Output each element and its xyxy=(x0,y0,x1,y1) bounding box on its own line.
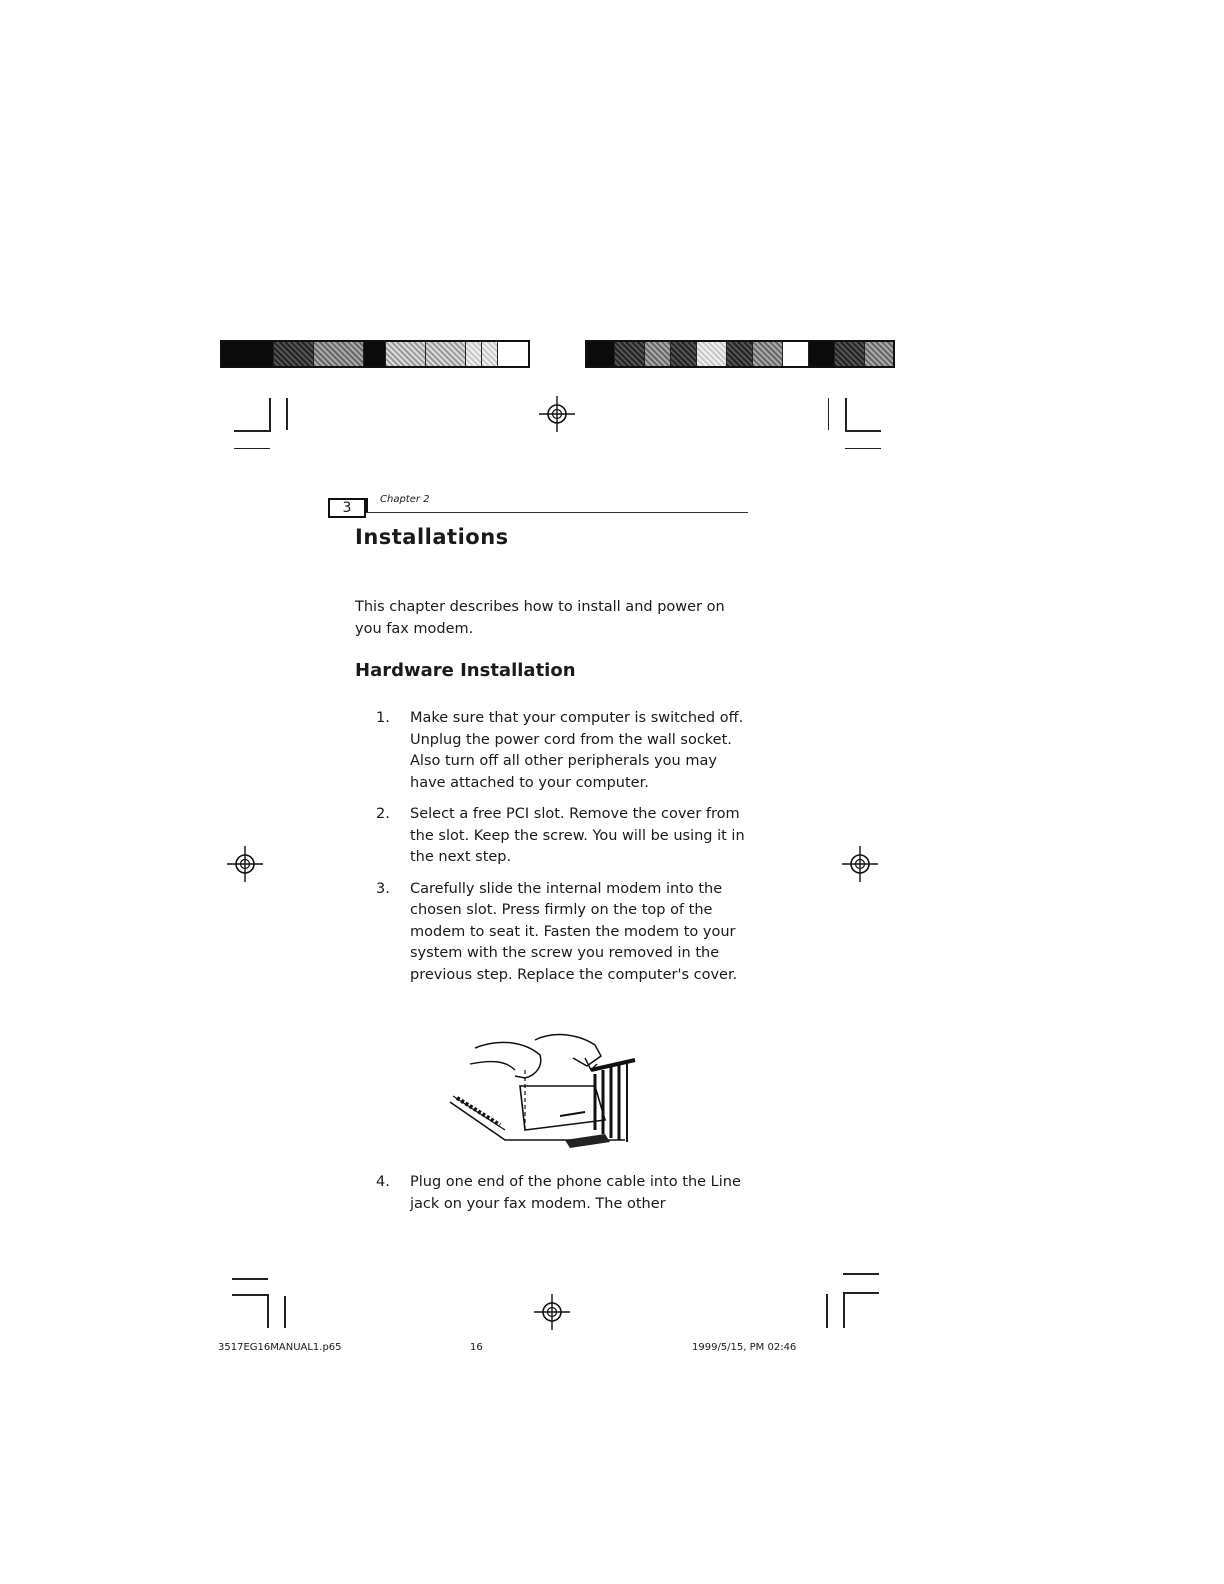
chapter-tick xyxy=(366,498,368,512)
page-title: Installations xyxy=(355,525,509,549)
list-item xyxy=(376,1172,746,1215)
step-number: 1. xyxy=(376,710,390,726)
chapter-number-box: 3 xyxy=(328,498,366,518)
section-title: Hardware Installation xyxy=(355,660,576,681)
color-bar-right xyxy=(585,340,895,368)
step-number: 2. xyxy=(376,806,390,822)
step-text: Select a free PCI slot. Remove the cover from the slot. Keep the screw. You will be using it in the next step. xyxy=(410,806,745,865)
step-list xyxy=(376,708,746,996)
footer-page-number: 16 xyxy=(470,1342,483,1353)
intro-paragraph: This chapter describes how to install and power on you fax modem. xyxy=(355,599,725,637)
list-item xyxy=(376,804,746,869)
registration-target-icon xyxy=(537,394,577,434)
step-number: 3. xyxy=(376,880,390,897)
chapter-rule xyxy=(366,512,748,513)
registration-target-icon xyxy=(225,844,265,884)
list-item xyxy=(376,708,746,794)
color-bar-left xyxy=(220,340,530,368)
step-text: Plug one end of the phone cable into the Line jack on your fax modem. The other xyxy=(410,1174,741,1212)
step-text: Carefully slide the internal modem into the chosen slot. Press firmly on the top of the modem to seat it. Fasten the modem to your system with the screw you removed in the previous step. Replace the computer's cover. xyxy=(410,880,738,983)
modem-install-illustration xyxy=(445,1030,645,1155)
registration-target-icon xyxy=(840,844,880,884)
registration-target-icon xyxy=(532,1292,572,1332)
footer-timestamp: 1999/5/15, PM 02:46 xyxy=(692,1342,797,1353)
list-item xyxy=(376,879,746,987)
step-number: 4. xyxy=(376,1174,390,1190)
chapter-label: Chapter 2 xyxy=(380,494,430,505)
step-text: Make sure that your computer is switched off. Unplug the power cord from the wall socket. Also turn off all other peripherals you may have attached to your computer. xyxy=(410,710,744,791)
footer-file-name: 3517EG16MANUAL1.p65 xyxy=(218,1342,342,1353)
